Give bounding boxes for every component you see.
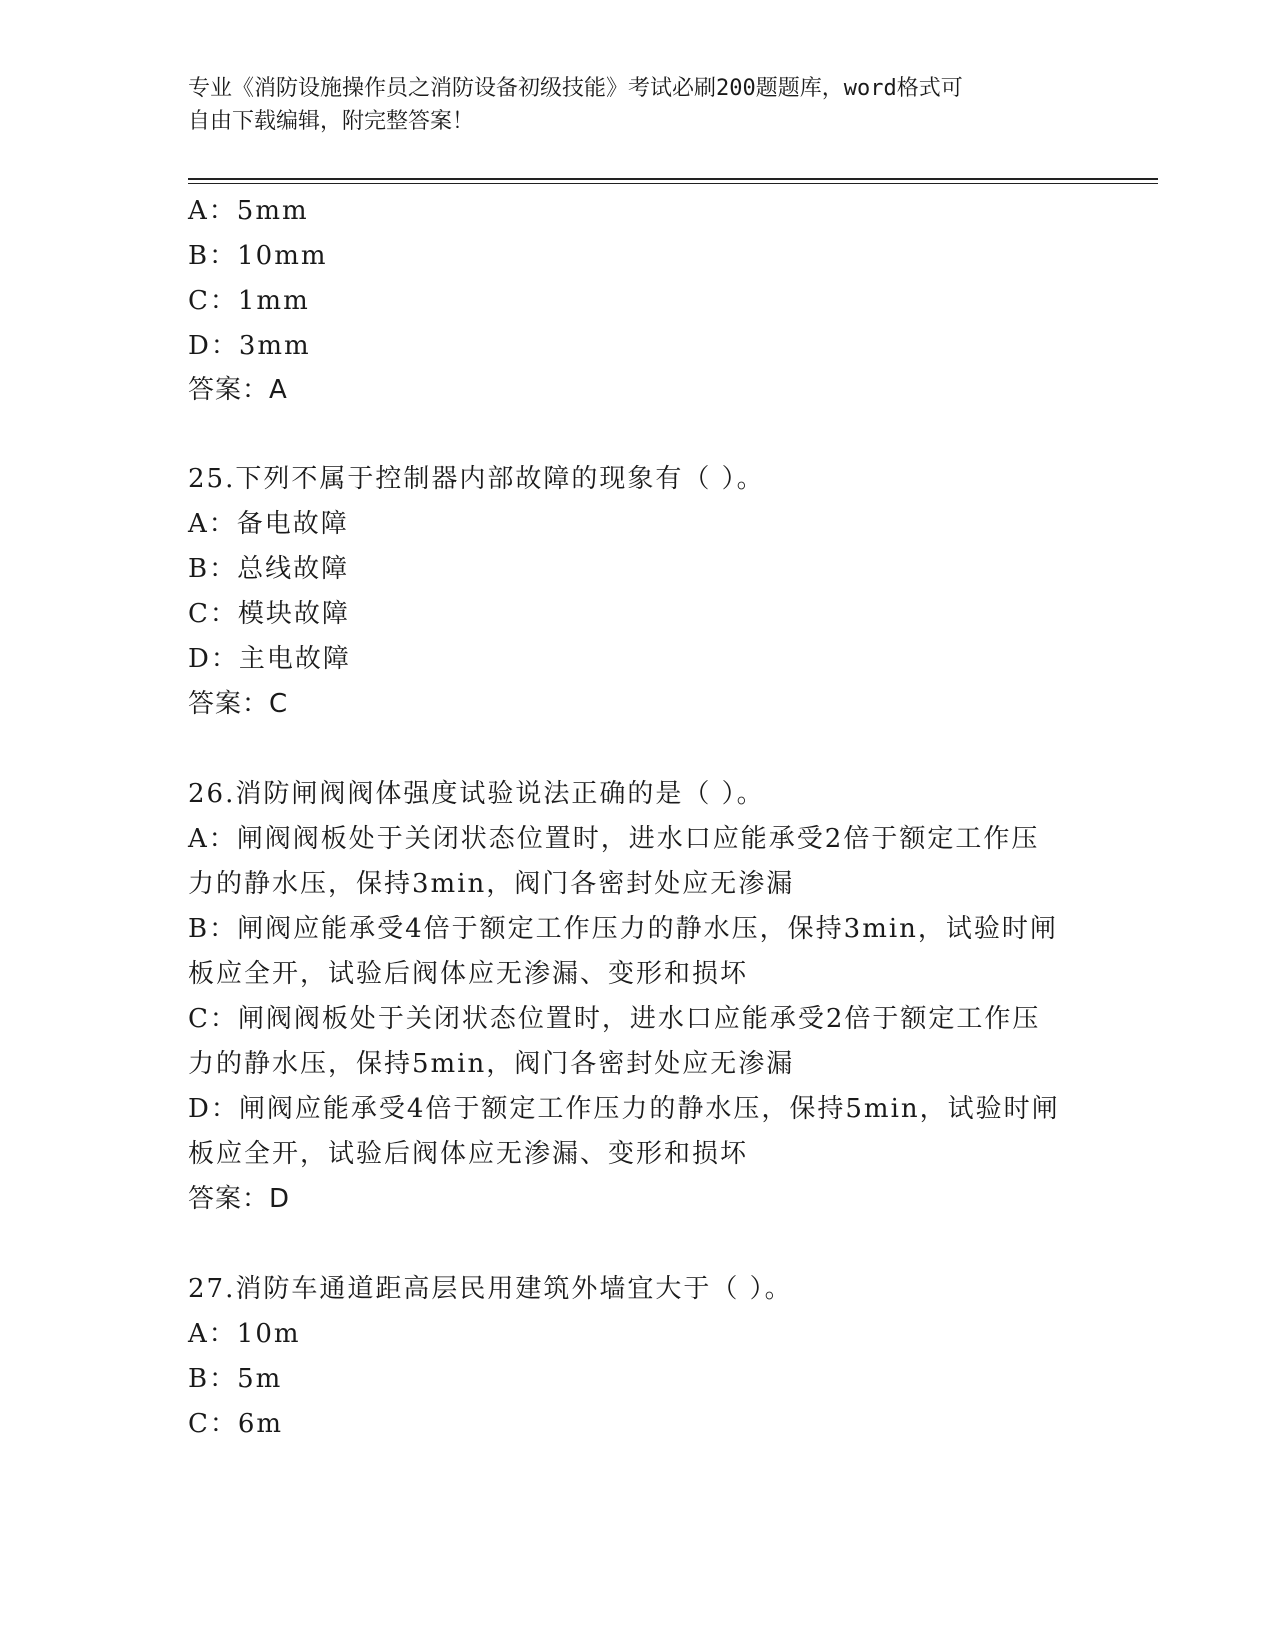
q26-answer: 答案：D bbox=[188, 1184, 291, 1214]
q24-option-b: B：10mm bbox=[188, 241, 328, 271]
header-line-2: 自由下载编辑，附完整答案！ bbox=[188, 109, 475, 134]
q25-option-a: A：备电故障 bbox=[188, 509, 349, 539]
q24-option-d: D：3mm bbox=[188, 331, 311, 361]
header-divider-bottom bbox=[188, 183, 1158, 184]
q25-option-d: D：主电故障 bbox=[188, 644, 351, 674]
q26-option-d-line-1: D：闸阀应能承受4倍于额定工作压力的静水压，保持5min，试验时闸 bbox=[188, 1094, 1060, 1124]
q26-option-d-line-2: 板应全开，试验后阀体应无渗漏、变形和损坏 bbox=[188, 1139, 749, 1169]
document-header bbox=[188, 72, 1088, 138]
q25-option-b: B：总线故障 bbox=[188, 554, 350, 584]
q27-option-c: C：6m bbox=[188, 1409, 284, 1439]
q26-option-a-line-1: A：闸阀阀板处于关闭状态位置时，进水口应能承受2倍于额定工作压 bbox=[188, 824, 1040, 854]
q26-option-b-line-1: B：闸阀应能承受4倍于额定工作压力的静水压，保持3min，试验时闸 bbox=[188, 914, 1058, 944]
q26-option-b-line-2: 板应全开，试验后阀体应无渗漏、变形和损坏 bbox=[188, 959, 749, 989]
q26-option-c-line-2: 力的静水压，保持5min，阀门各密封处应无渗漏 bbox=[188, 1049, 795, 1079]
header-line-1: 专业《消防设施操作员之消防设备初级技能》考试必刷200题题库，word格式可 bbox=[188, 76, 963, 101]
q27-question: 27.消防车通道距高层民用建筑外墙宜大于（ ）。 bbox=[188, 1274, 793, 1304]
q25-option-c: C：模块故障 bbox=[188, 599, 350, 629]
q24-option-c: C：1mm bbox=[188, 286, 310, 316]
q25-answer: 答案：C bbox=[188, 689, 289, 719]
q24-option-a: A：5mm bbox=[188, 196, 309, 226]
header-divider-top bbox=[188, 178, 1158, 180]
q27-option-a: A：10m bbox=[188, 1319, 301, 1349]
q27-option-b: B：5m bbox=[188, 1364, 283, 1394]
q26-question: 26.消防闸阀阀体强度试验说法正确的是（ ）。 bbox=[188, 779, 765, 809]
q26-option-a-line-2: 力的静水压，保持3min，阀门各密封处应无渗漏 bbox=[188, 869, 795, 899]
q26-option-c-line-1: C：闸阀阀板处于关闭状态位置时，进水口应能承受2倍于额定工作压 bbox=[188, 1004, 1041, 1034]
q24-answer: 答案：A bbox=[188, 375, 288, 405]
q25-question: 25.下列不属于控制器内部故障的现象有（ ）。 bbox=[188, 464, 765, 494]
